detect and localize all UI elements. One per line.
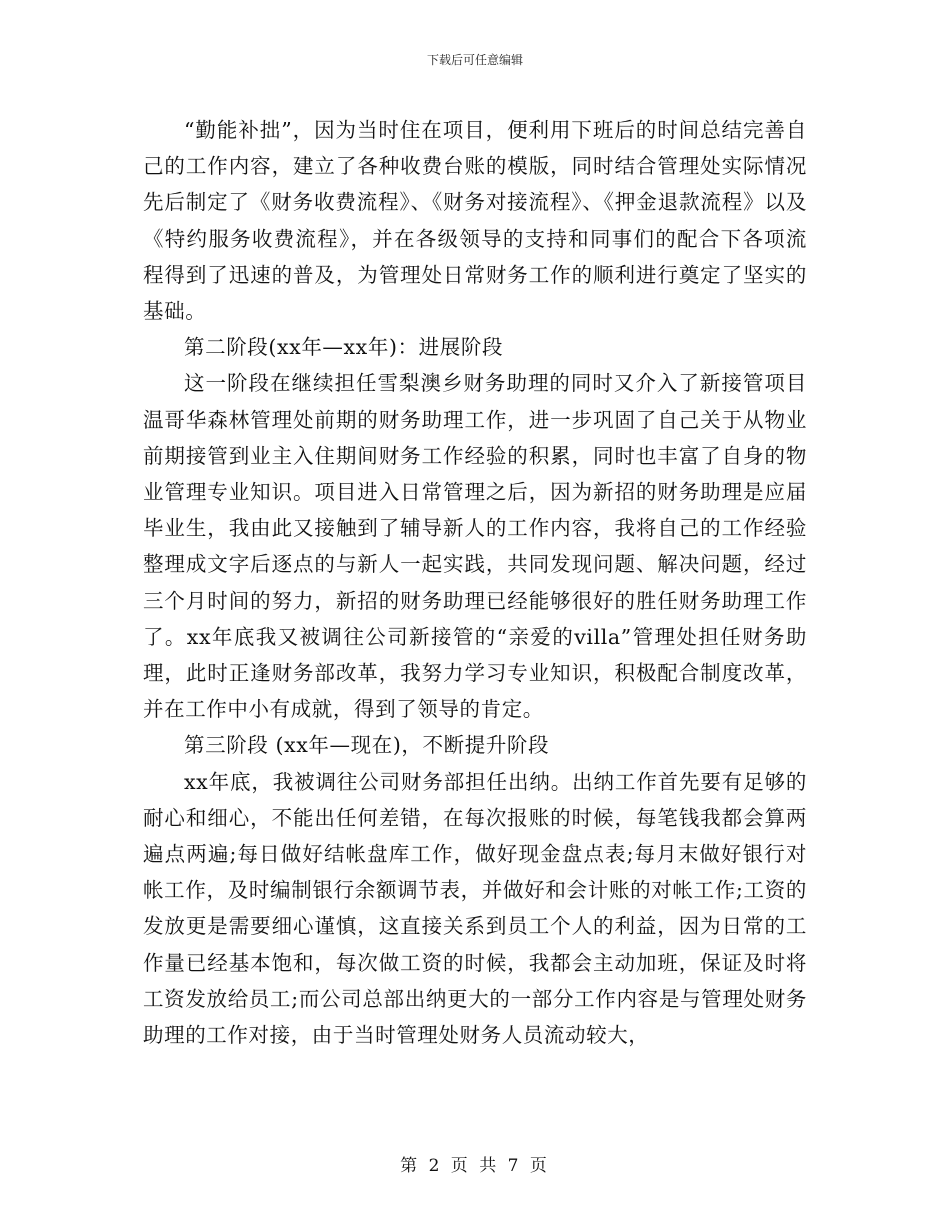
paragraph-stage-three: xx年底，我被调往公司财务部担任出纳。出纳工作首先要有足够的耐心和细心，不能出任何差错，在每次报账的时候，每笔钱我都会算两遍点两遍;每日做好结帐盘库工作，做好现金盘点表;每月末做好银行对帐工作，及时编制银行余额调节表，并做好和会计账的对帐工作;工资的发放更是需要细心谨慎，这直接关系到员工个人的利益，因为日常的工作量已经基本饱和，每次做工资的时候，我都会主动加班，保证及时将工资发放给员工;而公司总部出纳更大的一部分工作内容是与管理处财务助理的工作对接，由于当时管理处财务人员流动较大， [143, 769, 807, 1048]
document-body [143, 112, 807, 1053]
section-heading-stage-three: 第三阶段 (xx年—现在)，不断提升阶段 [184, 733, 550, 758]
section-heading-stage-two: 第二阶段(xx年—xx年)：进展阶段 [184, 335, 504, 360]
paragraph-intro: “勤能补拙”，因为当时住在项目，便利用下班后的时间总结完善自己的工作内容，建立了各种收费台账的模版，同时结合管理处实际情况先后制定了《财务收费流程》、《财务对接流程》、《押金退款流程》以及《特约服务收费流程》，并在各级领导的支持和同事们的配合下各项流程得到了迅速的普及，为管理处日常财务工作的顺利进行奠定了坚实的基础。 [143, 118, 807, 324]
paragraph-stage-two: 这一阶段在继续担任雪梨澳乡财务助理的同时又介入了新接管项目温哥华森林管理处前期的财务助理工作，进一步巩固了自己关于从物业前期接管到业主入住期间财务工作经验的积累，同时也丰富了自身的物业管理专业知识。项目进入日常管理之后，因为新招的财务助理是应届毕业生，我由此又接触到了辅导新人的工作内容，我将自己的工作经验整理成文字后逐点的与新人一起实践，共同发现问题、解决问题，经过三个月时间的努力，新招的财务助理已经能够很好的胜任财务助理工作了。xx年底我又被调往公司新接管的“亲爱的villa”管理处担任财务助理，此时正逢财务部改革，我努力学习专业知识，积极配合制度改革，并在工作中小有成就，得到了领导的肯定。 [143, 371, 807, 722]
page-header: 下载后可任意编辑 [426, 53, 523, 67]
page-number: 第 2 页 共 7 页 [400, 1156, 550, 1176]
